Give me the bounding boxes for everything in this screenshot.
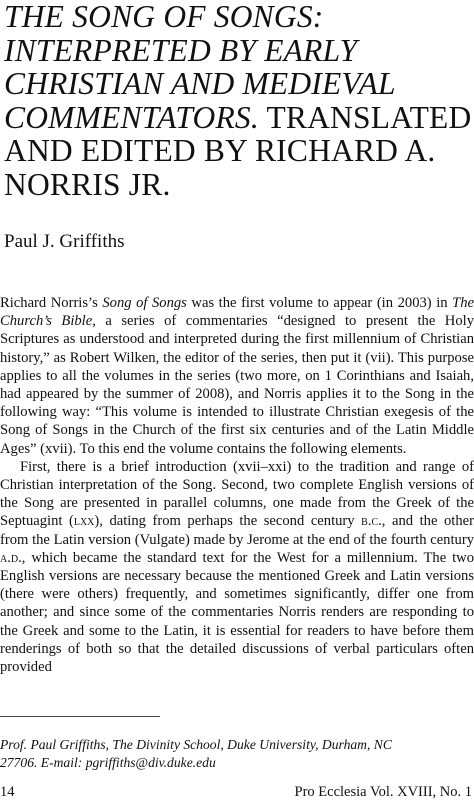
text-span: , which became the standard text for the West for a millennium. The two English versions are necessary because the mentioned Greek and Latin versions (there were others) frequently, and sometimes significantly, differ one from another; and since some of the commentaries Norris renders are responding to the Greek and some to the Latin, it is essential for readers to have before them renderings of both so that the detailed discussions of verbal particulars often provided (0, 549, 474, 676)
abbrev-lxx: lxx (73, 513, 95, 530)
paragraph-1 (0, 294, 474, 458)
paragraph-2 (0, 458, 474, 676)
author-affiliation-note (0, 736, 474, 772)
text-span: Richard Norris’s (0, 295, 103, 311)
abbrev-ad: a.d. (0, 549, 22, 566)
abbrev-bc: b.c. (361, 513, 382, 530)
title-book-name: THE SONG OF SONGS: INTERPRETED BY EARLY CHRISTIAN AND MEDIEVAL COMMENTATORS. (4, 0, 396, 135)
text-span: , and the other from the Latin version (Vulgate) made by Jerome at the end of the fourth century (0, 513, 474, 548)
book-title-italic: Song of Songs (102, 295, 187, 311)
page-number: 14 (0, 784, 15, 800)
reviewer-name: Paul J. Griffiths (4, 231, 125, 252)
affiliation-line: Prof. Paul Griffiths, The Divinity School, Duke University, Durham, NC (0, 737, 392, 752)
series-title-italic: The Church’s Bible (0, 295, 474, 330)
text-span: was the first volume to appear (in 2003) in (186, 295, 453, 311)
title-translator: TRANSLATED AND EDITED BY RICHARD A. NORRIS JR. (4, 99, 472, 202)
review-body (0, 294, 474, 676)
text-span: First, there is a brief introduction (xvii–xxi) to the tradition and range of Christian interpretation of the Song. Second, two complete English versions of the Song are presented in parallel columns, one made from the Greek of the Septuagint ( (0, 458, 474, 530)
footnote-divider (0, 716, 160, 717)
running-head: Pro Ecclesia Vol. XVIII, No. 1 (294, 784, 472, 800)
text-span: ), dating from perhaps the second century (94, 513, 362, 530)
article-title (4, 0, 472, 201)
text-span: , a series of commentaries “designed to present the Holy Scriptures as understood and interpreted during the first millennium of Christian history,” as Robert Wilken, the editor of the series, then put it (vii). This purpose applies to all the volumes in the series (two more, on 1 Corinthians and Isaiah, had appeared by the summer of 2008), and Norris applies it to the Song in the following way: “This volume is intended to illustrate Christian exegesis of the Song of Songs in the Church of the first six centuries and of the Latin Middle Ages” (xvii). To this end the volume contains the following elements. (0, 313, 474, 457)
email-line: 27706. E-mail: pgriffiths@div.duke.edu (0, 755, 216, 770)
